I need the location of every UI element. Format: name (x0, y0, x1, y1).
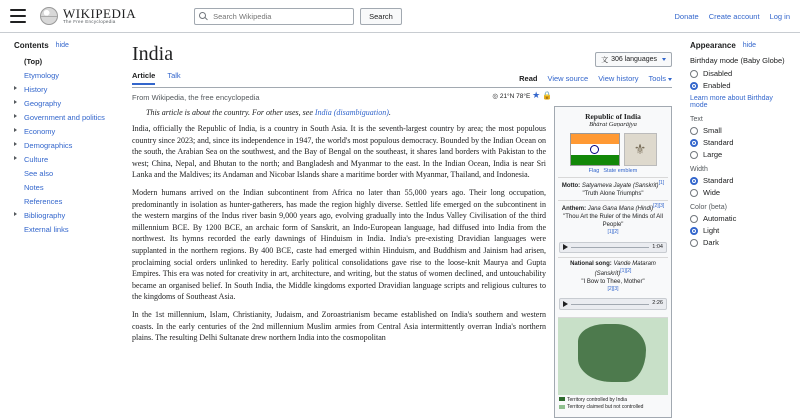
chevron-right-icon[interactable] (14, 114, 17, 118)
radio-icon-selected[interactable] (690, 177, 698, 185)
search-button[interactable]: Search (360, 8, 402, 25)
toc-label: Demographics (24, 140, 73, 150)
language-icon: 文 (601, 56, 609, 64)
toc-label: Notes (24, 182, 44, 192)
birthday-option-disabled[interactable] (690, 69, 790, 78)
site-header (0, 0, 800, 33)
sidebar-item-references[interactable] (14, 194, 110, 208)
language-count-label: 306 languages (611, 56, 657, 63)
toc-label: Bibliography (24, 210, 66, 220)
tab-talk[interactable]: Talk (167, 71, 181, 80)
article-source-note: From Wikipedia, the free encyclopedia (132, 93, 260, 102)
india-location-map (558, 317, 668, 395)
toc-list (14, 54, 110, 236)
chevron-down-icon (662, 58, 666, 61)
action-view-source[interactable]: View source (547, 73, 589, 83)
chevron-down-icon (668, 78, 672, 81)
header-user-links (675, 12, 791, 21)
text-standard-label: Standard (703, 138, 734, 147)
globe-icon (40, 7, 58, 25)
text-option-standard[interactable] (690, 138, 790, 147)
action-view-history[interactable]: View history (598, 73, 639, 83)
state-emblem-of-india: ⚜ (624, 133, 657, 166)
search-bar (194, 8, 402, 25)
lock-icon[interactable]: 🔒 (542, 91, 552, 100)
table-of-contents-sidebar (0, 33, 118, 412)
play-icon[interactable] (563, 301, 568, 307)
lead-paragraph-2: Modern humans arrived on the Indian subcontinent from Africa no later than 55,000 years ago. Their long occupation, predominantly in isolation as hunter-gatherers, has made the region highly diverse. Settled life emerged on the subcontinent in the western margins of the Indus river basin 9,000 years ago, evolving gradually into the Indus Valley Civilisation of the third millennium BCE. By 1200 BCE, an archaic form of Sanskrit, an Indo-European language, had diffused into India from the northwest. Its hymns recorded the early dawnings of Hinduism in India. India's pre-existing Dravidian languages were supplanted in the northern regions. By 400 BCE, caste had emerged within Hinduism, and Buddhism and Jainism had arisen, proclaiming social orders unlinked to heredity. Early political consolidations gave rise to the loose-knit Maurya and Gupta Empires. This era was noted for creativity in art, architecture, and writing, but the status of women declined, and untouchability became an organised belief. In South India, the Middle kingdoms exported Dravidian language scripts and religious cultures to the kingdoms of Southeast Asia. (132, 187, 546, 302)
sidebar-item-etymology[interactable] (14, 68, 110, 82)
star-icon[interactable]: ★ (532, 90, 541, 100)
flag-of-india (570, 133, 620, 166)
coordinates-value: 21°N 78°E (499, 93, 531, 100)
national-song-audio-player[interactable] (559, 298, 667, 309)
hatnote-text: This article is about the country. For other uses, see (146, 108, 315, 117)
page-title: India (132, 43, 174, 65)
toc-label: Government and politics (24, 112, 105, 122)
appearance-panel (682, 33, 800, 412)
national-song-duration: 2:26 (652, 300, 663, 307)
color-dark-label: Dark (703, 238, 719, 247)
chevron-right-icon[interactable] (14, 142, 17, 146)
radio-icon[interactable] (690, 151, 698, 159)
chevron-right-icon[interactable] (14, 212, 17, 216)
lead-paragraph-3: In the 1st millennium, Islam, Christianity, Judaism, and Zoroastrianism became established on India's southern and western coasts. In the early centuries of the 2nd millennium Muslim armies from Central Asia intermittently overran India's northern plains. The resulting Delhi Sultanate drew northern India into the cosmopolitan (132, 309, 546, 343)
sidebar-item-top[interactable] (14, 54, 110, 68)
language-selector[interactable] (595, 52, 672, 67)
width-standard-label: Standard (703, 176, 734, 185)
legend-swatch-controlled (559, 397, 565, 401)
infobox-national-song-row: National song: Vande Mataram (Sanskrit)[1][2] "I Bow to Thee, Mother" [2][3] 2:26 (558, 257, 668, 314)
flag-caption[interactable]: Flag (588, 168, 600, 174)
text-option-large[interactable] (690, 150, 790, 159)
tools-label: Tools (648, 73, 666, 83)
anthem-translation: "Thou Art the Ruler of the Minds of All People" (563, 214, 663, 229)
text-option-small[interactable] (690, 126, 790, 135)
login-link[interactable]: Log in (769, 11, 790, 21)
appearance-title: Appearance (690, 41, 736, 50)
width-option-wide[interactable] (690, 188, 790, 197)
birthday-disabled-label: Disabled (703, 69, 733, 78)
legend-swatch-claimed (559, 405, 565, 409)
toc-label: History (24, 84, 48, 94)
tools-menu[interactable] (648, 74, 672, 83)
birthday-option-enabled[interactable] (690, 81, 790, 90)
infobox-subtitle: Bhārat Gaṇarājya (589, 121, 637, 128)
logo-tagline: The Free Encyclopedia (63, 19, 116, 25)
color-section-label: Color (beta) (690, 204, 727, 211)
chevron-right-icon[interactable] (14, 128, 17, 132)
ashoka-chakra-icon (590, 145, 599, 154)
sidebar-item-government-and-politics[interactable] (14, 110, 110, 124)
contents-title: Contents (14, 41, 49, 50)
radio-icon[interactable] (690, 127, 698, 135)
text-large-label: Large (703, 150, 723, 159)
toc-label: External links (24, 224, 69, 234)
radio-icon[interactable] (690, 189, 698, 197)
toc-label: See also (24, 168, 54, 178)
sidebar-item-notes[interactable] (14, 180, 110, 194)
sidebar-item-see-also[interactable] (14, 166, 110, 180)
radio-icon-selected[interactable] (690, 139, 698, 147)
audio-progress-track[interactable] (571, 247, 649, 248)
contents-hide-button[interactable]: hide (55, 42, 69, 49)
national-song-value: Vande Mataram (Sanskrit) (594, 260, 656, 278)
color-option-light[interactable] (690, 226, 790, 235)
birthday-learn-more-link[interactable]: Learn more about Birthday mode (690, 95, 773, 109)
logo-wordmark: WIKIPEDIA (63, 5, 137, 21)
sidebar-item-geography[interactable] (14, 96, 110, 110)
sidebar-item-bibliography[interactable] (14, 208, 110, 222)
width-option-standard[interactable] (690, 176, 790, 185)
motto-value: Satyameva Jayate (Sanskrit) (581, 183, 659, 189)
motto-label: Motto: (561, 183, 581, 189)
color-option-automatic[interactable] (690, 214, 790, 223)
infobox-motto-row: Motto: Satyameva Jayate (Sanskrit)[1] "Truth Alone Triumphs" (558, 177, 668, 200)
radio-icon[interactable] (690, 70, 698, 78)
audio-progress-track[interactable] (571, 304, 649, 305)
chevron-right-icon[interactable] (14, 100, 17, 104)
infobox-title: Republic of India (585, 112, 641, 121)
color-automatic-label: Automatic (703, 214, 737, 223)
anthem-value: Jana Gana Mana (Hindi) (587, 206, 654, 213)
search-icon (199, 12, 206, 19)
legend-controlled-label: Territory controlled by India (567, 396, 628, 403)
anthem-label: Anthem: (561, 206, 587, 213)
sidebar-item-demographics[interactable] (14, 138, 110, 152)
create-account-link[interactable]: Create account (708, 11, 760, 21)
donate-link[interactable]: Donate (674, 11, 699, 21)
radio-icon[interactable] (690, 215, 698, 223)
play-icon[interactable] (563, 244, 568, 250)
national-song-label: National song: (570, 260, 612, 267)
sidebar-item-culture[interactable] (14, 152, 110, 166)
toc-label: (Top) (24, 56, 43, 66)
toc-label: Culture (24, 154, 49, 164)
radio-icon[interactable] (690, 239, 698, 247)
infobox-anthem-row: Anthem: Jana Gana Mana (Hindi)[2][3] "Thou Art the Ruler of the Minds of All People" [1][2] 1:04 (558, 200, 668, 257)
legend-claimed-label: Territory claimed but not controlled (567, 404, 644, 411)
width-wide-label: Wide (703, 188, 721, 197)
toc-label: References (24, 196, 63, 206)
map-landmass (578, 324, 646, 383)
radio-icon-selected[interactable] (690, 227, 698, 235)
wikipedia-logo[interactable] (40, 7, 136, 25)
color-light-label: Light (703, 226, 720, 235)
sidebar-item-external-links[interactable] (14, 222, 110, 236)
lead-paragraph-1: India, officially the Republic of India, is a country in South Asia. It is the seventh-largest country by area; the most populous country since 2023; and, since its independence in 1947, the world's most populous democracy. Bounded by the Indian Ocean on the south, the Arabian Sea on the southwest, and the Bay of Bengal on the southeast, it shares land borders with Pakistan to the west; China, Nepal, and Bhutan to the north; and Bangladesh and Myanmar to the east. In the Indian Ocean, India is near Sri Lanka and the Maldives; its Andaman and Nicobar Islands share a maritime border with Myanmar, Thailand, and Indonesia. (132, 124, 546, 180)
width-section-label: Width (690, 166, 708, 173)
color-option-dark[interactable] (690, 238, 790, 247)
anthem-audio-player[interactable] (559, 242, 667, 253)
action-read[interactable]: Read (519, 73, 538, 83)
tab-article[interactable]: Article (132, 71, 155, 85)
emblem-caption[interactable]: State emblem (603, 168, 638, 174)
search-input[interactable] (194, 8, 354, 25)
toc-label: Etymology (24, 70, 60, 80)
radio-icon-selected[interactable] (690, 82, 698, 90)
hatnote-link[interactable]: India (disambiguation) (314, 108, 389, 117)
birthday-mode-caption: Birthday mode (Baby Globe) (690, 56, 785, 65)
article-content (118, 33, 682, 412)
motto-translation: "Truth Alone Triumphs" (582, 191, 644, 198)
national-song-translation: "I Bow to Thee, Mother" (581, 279, 645, 286)
anthem-duration: 1:04 (652, 243, 663, 250)
text-small-label: Small (703, 126, 722, 135)
sidebar-item-economy[interactable] (14, 124, 110, 138)
chevron-right-icon[interactable] (14, 156, 17, 160)
hatnote: This article is about the country. For other uses, see India (disambiguation). (146, 108, 391, 117)
sidebar-item-history[interactable] (14, 82, 110, 96)
toc-label: Geography (24, 98, 62, 108)
appearance-hide-button[interactable]: hide (742, 42, 757, 49)
toc-label: Economy (24, 126, 56, 136)
main-menu-icon[interactable] (10, 9, 26, 23)
text-section-label: Text (690, 116, 703, 123)
country-infobox (554, 106, 672, 418)
globe-pin-icon: ◎ (492, 93, 499, 100)
article-tabs (132, 71, 672, 88)
birthday-enabled-label: Enabled (703, 81, 731, 90)
map-legend (558, 395, 668, 414)
chevron-right-icon[interactable] (14, 86, 17, 90)
coordinates[interactable] (492, 90, 552, 101)
